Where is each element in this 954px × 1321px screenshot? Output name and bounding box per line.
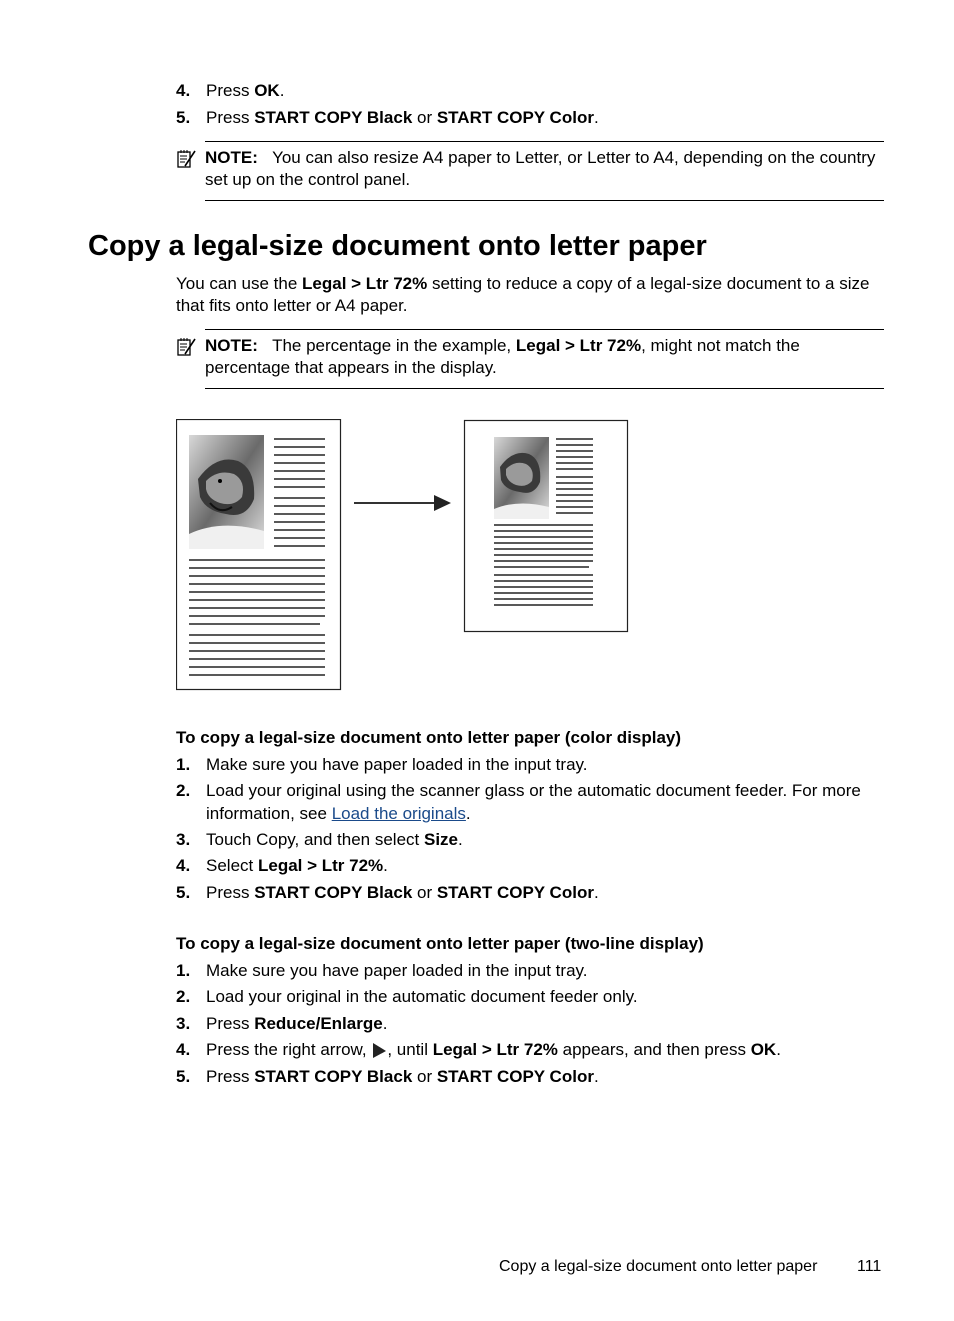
- intro-paragraph: You can use the Legal > Ltr 72% setting to reduce a copy of a legal-size document to a size that fits onto letter or A4 paper.: [176, 274, 870, 315]
- note-box-resize: [205, 141, 884, 201]
- step-number: 5.: [176, 1067, 191, 1086]
- step-text: Select Legal > Ltr 72%.: [206, 856, 388, 875]
- step-text: Press OK.: [206, 81, 285, 100]
- step-text: Touch Copy, and then select Size.: [206, 830, 463, 849]
- step-text: Make sure you have paper loaded in the input tray.: [206, 961, 588, 980]
- load-originals-link[interactable]: Load the originals: [331, 804, 466, 823]
- step-number: 5.: [176, 108, 191, 127]
- step-text: Load your original using the scanner glass or the automatic document feeder. For more information, see Load the originals.: [206, 781, 861, 823]
- step-number: 1.: [176, 755, 191, 774]
- note-icon: [176, 149, 196, 169]
- step-text: Press Reduce/Enlarge.: [206, 1014, 388, 1033]
- footer-title: Copy a legal-size document onto letter paper: [499, 1258, 818, 1275]
- legal-to-letter-illustration: [176, 419, 630, 692]
- section-heading: Copy a legal-size document onto letter paper: [88, 230, 707, 262]
- step-text: Press START COPY Black or START COPY Color.: [206, 883, 599, 902]
- step-number: 3.: [176, 830, 191, 849]
- step-number: 4.: [176, 856, 191, 875]
- note-text: NOTE: The percentage in the example, Legal > Ltr 72%, might not match the percentage that appears in the display.: [205, 336, 800, 377]
- arrow-right-icon: [354, 495, 451, 511]
- step-number: 4.: [176, 1040, 191, 1059]
- step-number: 1.: [176, 961, 191, 980]
- step-text: Press START COPY Black or START COPY Color.: [206, 1067, 599, 1086]
- page-number: 111: [857, 1258, 882, 1275]
- note-icon: [176, 337, 196, 357]
- note-text: NOTE: You can also resize A4 paper to Letter, or Letter to A4, depending on the country set up on the control panel.: [205, 148, 876, 189]
- subheading-two-line-display: To copy a legal-size document onto letter paper (two-line display): [176, 934, 704, 953]
- legal-page-icon: [177, 420, 341, 690]
- step-text: Press the right arrow, , until Legal > Ltr 72% appears, and then press OK.: [206, 1040, 781, 1059]
- right-arrow-icon: [371, 1042, 387, 1058]
- step-number: 3.: [176, 1014, 191, 1033]
- step-text: Make sure you have paper loaded in the input tray.: [206, 755, 588, 774]
- letter-page-icon: [465, 421, 628, 632]
- step-number: 2.: [176, 781, 191, 800]
- note-box-percentage: [205, 329, 884, 389]
- step-number: 4.: [176, 81, 191, 100]
- step-text: Load your original in the automatic document feeder only.: [206, 987, 638, 1006]
- step-number: 2.: [176, 987, 191, 1006]
- step-number: 5.: [176, 883, 191, 902]
- subheading-color-display: To copy a legal-size document onto letter paper (color display): [176, 728, 682, 747]
- step-text: Press START COPY Black or START COPY Color.: [206, 108, 599, 127]
